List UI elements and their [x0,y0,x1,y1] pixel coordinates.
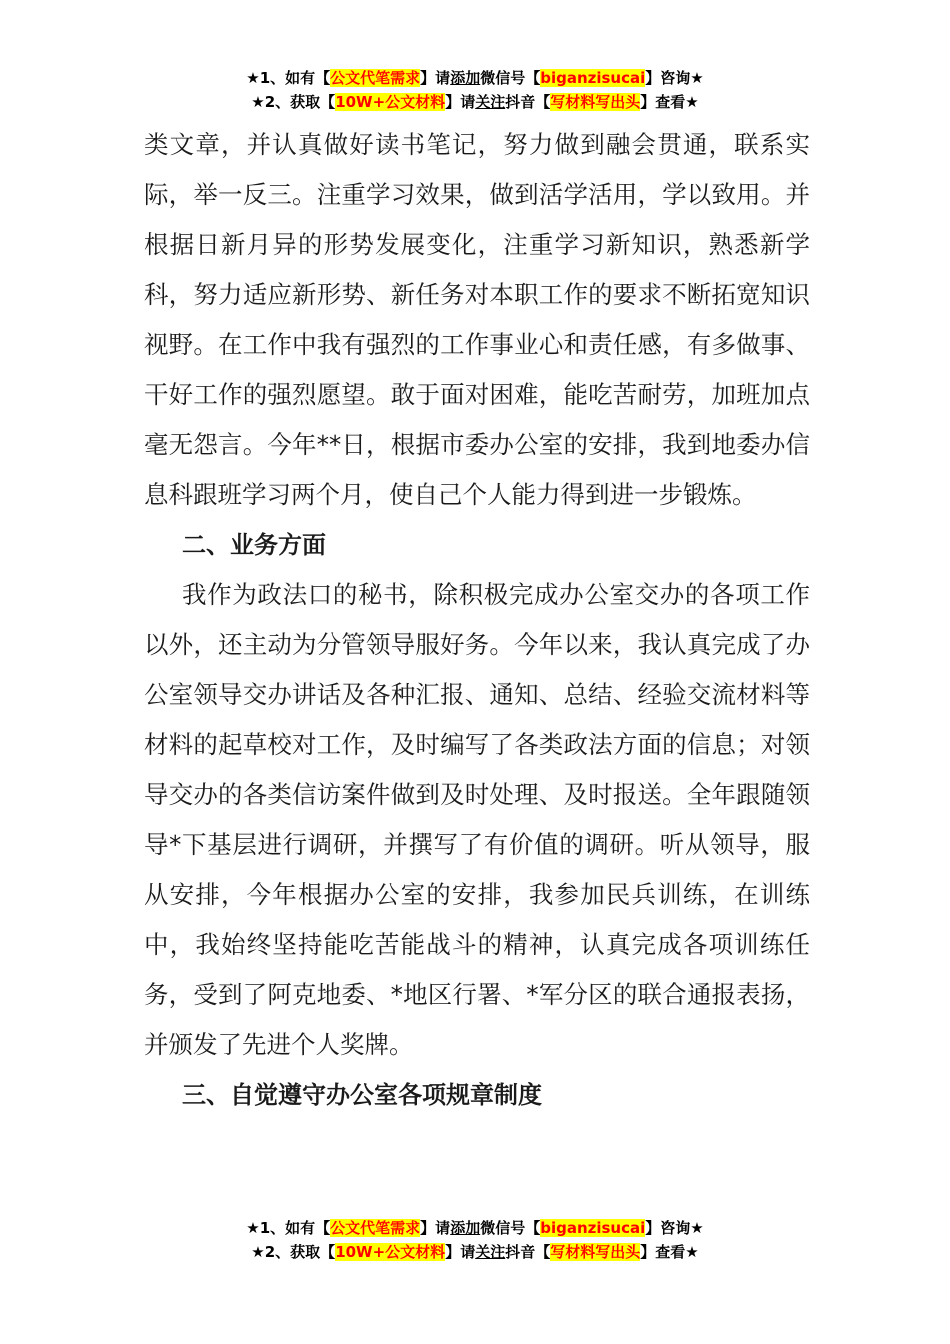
notice-text: 】请 [420,69,451,87]
highlight-text: biganzisucai [540,1219,646,1237]
footer-notice [0,1216,950,1264]
highlight-text: 公文代笔需求 [330,69,421,87]
section-heading-rules: 三、自觉遵守办公室各项规章制度 [182,1081,542,1109]
notice-text: 抖音【 [505,93,551,111]
notice-text: 】查看★ [640,1243,699,1261]
notice-text: ★2、获取【 [251,1243,336,1261]
highlight-text: 写材料写出头 [550,93,641,111]
notice-text: 微信号【 [480,69,541,87]
underlined-text: 关注 [475,93,506,111]
document-body [144,120,810,1120]
notice-line-1 [0,66,950,90]
notice-text: ★2、获取【 [251,93,336,111]
notice-line-1 [0,1216,950,1240]
paragraph-continued: 类文章，并认真做好读书笔记，努力做到融会贯通，联系实际，举一反三。注重学习效果，做到活学活用，学以致用。并根据日新月异的形势发展变化，注重学习新知识，熟悉新学科，努力适应新形势、新任务对本职工作的要求不断拓宽知识视野。在工作中我有强烈的工作事业心和责任感，有多做事、干好工作的强烈愿望。敢于面对困难，能吃苦耐劳，加班加点毫无怨言。今年**日，根据市委办公室的安排，我到地委办信息科跟班学习两个月，使自己个人能力得到进一步锻炼。 [144,130,810,509]
notice-text: ★1、如有【 [246,69,331,87]
highlight-text: 10W+公文材料 [335,93,446,111]
notice-text: 】咨询★ [645,1219,704,1237]
notice-text: ★1、如有【 [246,1219,331,1237]
notice-text: 】查看★ [640,93,699,111]
notice-text: 】请 [445,1243,476,1261]
header-notice [0,66,950,114]
notice-text: 抖音【 [505,1243,551,1261]
underlined-text: 添加 [450,69,481,87]
highlight-text: 10W+公文材料 [335,1243,446,1261]
highlight-text: 公文代笔需求 [330,1219,421,1237]
notice-text: 微信号【 [480,1219,541,1237]
highlight-text: biganzisucai [540,69,646,87]
highlight-text: 写材料写出头 [550,1243,641,1261]
notice-text: 】咨询★ [645,69,704,87]
underlined-text: 关注 [475,1243,506,1261]
paragraph-business: 我作为政法口的秘书，除积极完成办公室交办的各项工作以外，还主动为分管领导服好务。今年以来，我认真完成了办公室领导交办讲话及各种汇报、通知、总结、经验交流材料等材料的起草校对工作，及时编写了各类政法方面的信息；对领导交办的各类信访案件做到及时处理、及时报送。全年跟随领导*下基层进行调研，并撰写了有价值的调研。听从领导，服从安排，今年根据办公室的安排，我参加民兵训练，在训练中，我始终坚持能吃苦能战斗的精神，认真完成各项训练任务，受到了阿克地委、*地区行署、*军分区的联合通报表扬，并颁发了先进个人奖牌。 [144,580,810,1059]
notice-line-2 [0,1240,950,1264]
section-heading-business: 二、业务方面 [182,531,326,559]
notice-text: 】请 [445,93,476,111]
notice-text: 】请 [420,1219,451,1237]
underlined-text: 添加 [450,1219,481,1237]
notice-line-2 [0,90,950,114]
